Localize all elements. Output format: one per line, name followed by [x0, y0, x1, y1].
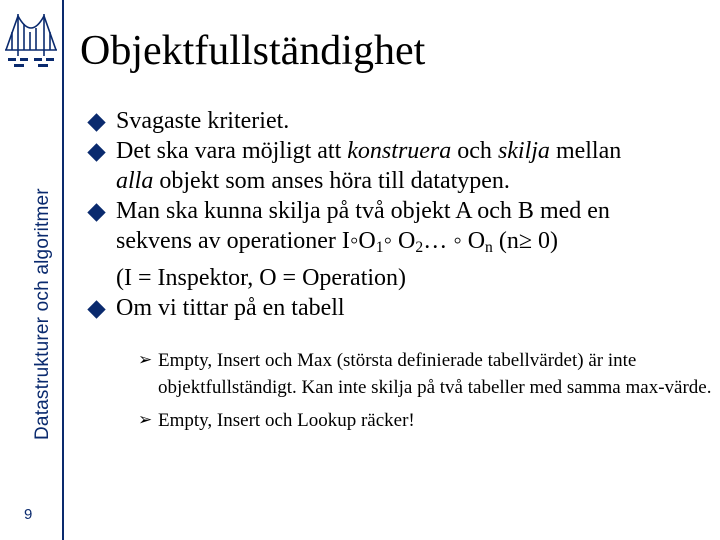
sub-item-text: Empty, Insert och Lookup räcker!	[158, 409, 415, 431]
sub-list	[90, 347, 715, 434]
bridge-logo-icon	[4, 10, 58, 72]
diamond-bullet-icon	[87, 203, 105, 221]
emphasis-alla: alla	[116, 168, 154, 194]
subscript: 1	[375, 238, 384, 256]
operation-sequence	[116, 228, 558, 254]
op-symbol: … ◦ O	[423, 228, 486, 254]
arrow-bullet-icon: ➢	[138, 349, 153, 370]
bullet-2	[90, 136, 715, 196]
sidebar-divider	[62, 0, 64, 540]
bullet-text: (I = Inspektor, O = Operation)	[116, 264, 407, 291]
condition-text: (n≥ 0)	[492, 228, 558, 254]
bullet-text: Det ska vara möjligt att	[116, 138, 348, 164]
bullet-text: Svagaste kriteriet.	[116, 108, 290, 134]
op-symbol: ◦ O	[383, 228, 416, 254]
bullet-4	[90, 293, 715, 323]
diamond-bullet-icon	[87, 300, 105, 318]
course-title-vertical: Datastrukturer och algoritmer	[32, 188, 53, 440]
bullet-text: mellan	[549, 138, 622, 164]
subscript: n	[485, 238, 493, 256]
op-symbol: ◦O	[349, 228, 376, 254]
bullet-text: Om vi tittar på en tabell	[116, 294, 345, 321]
sub-item-text: Empty, Insert och Max (största definierade tabellvärdet) är inte objektfullständigt. Kan inte skilja på två tabeller med samma max-värde.	[158, 349, 712, 398]
bullet-text: objekt som anses höra till datatypen.	[153, 168, 510, 194]
arrow-bullet-icon: ➢	[138, 409, 153, 430]
slide-title: Objektfullständighet	[80, 28, 426, 74]
sub-item-1	[138, 347, 715, 401]
bullet-1	[90, 106, 715, 136]
slide-content	[90, 106, 715, 434]
emphasis-konstruera: konstruera	[347, 138, 452, 164]
sidebar	[0, 0, 62, 540]
page-number: 9	[24, 506, 33, 523]
subscript: 2	[415, 238, 424, 256]
emphasis-skilja: skilja	[497, 138, 550, 164]
sub-item-2	[138, 407, 715, 434]
bullet-text: Man ska kunna skilja på två objekt A och B med en	[116, 198, 610, 224]
diamond-bullet-icon	[87, 143, 105, 161]
bullet-text: och	[451, 138, 498, 164]
bullet-3	[90, 196, 715, 293]
diamond-bullet-icon	[87, 113, 105, 131]
sequence-text: sekvens av operationer I	[116, 228, 350, 254]
